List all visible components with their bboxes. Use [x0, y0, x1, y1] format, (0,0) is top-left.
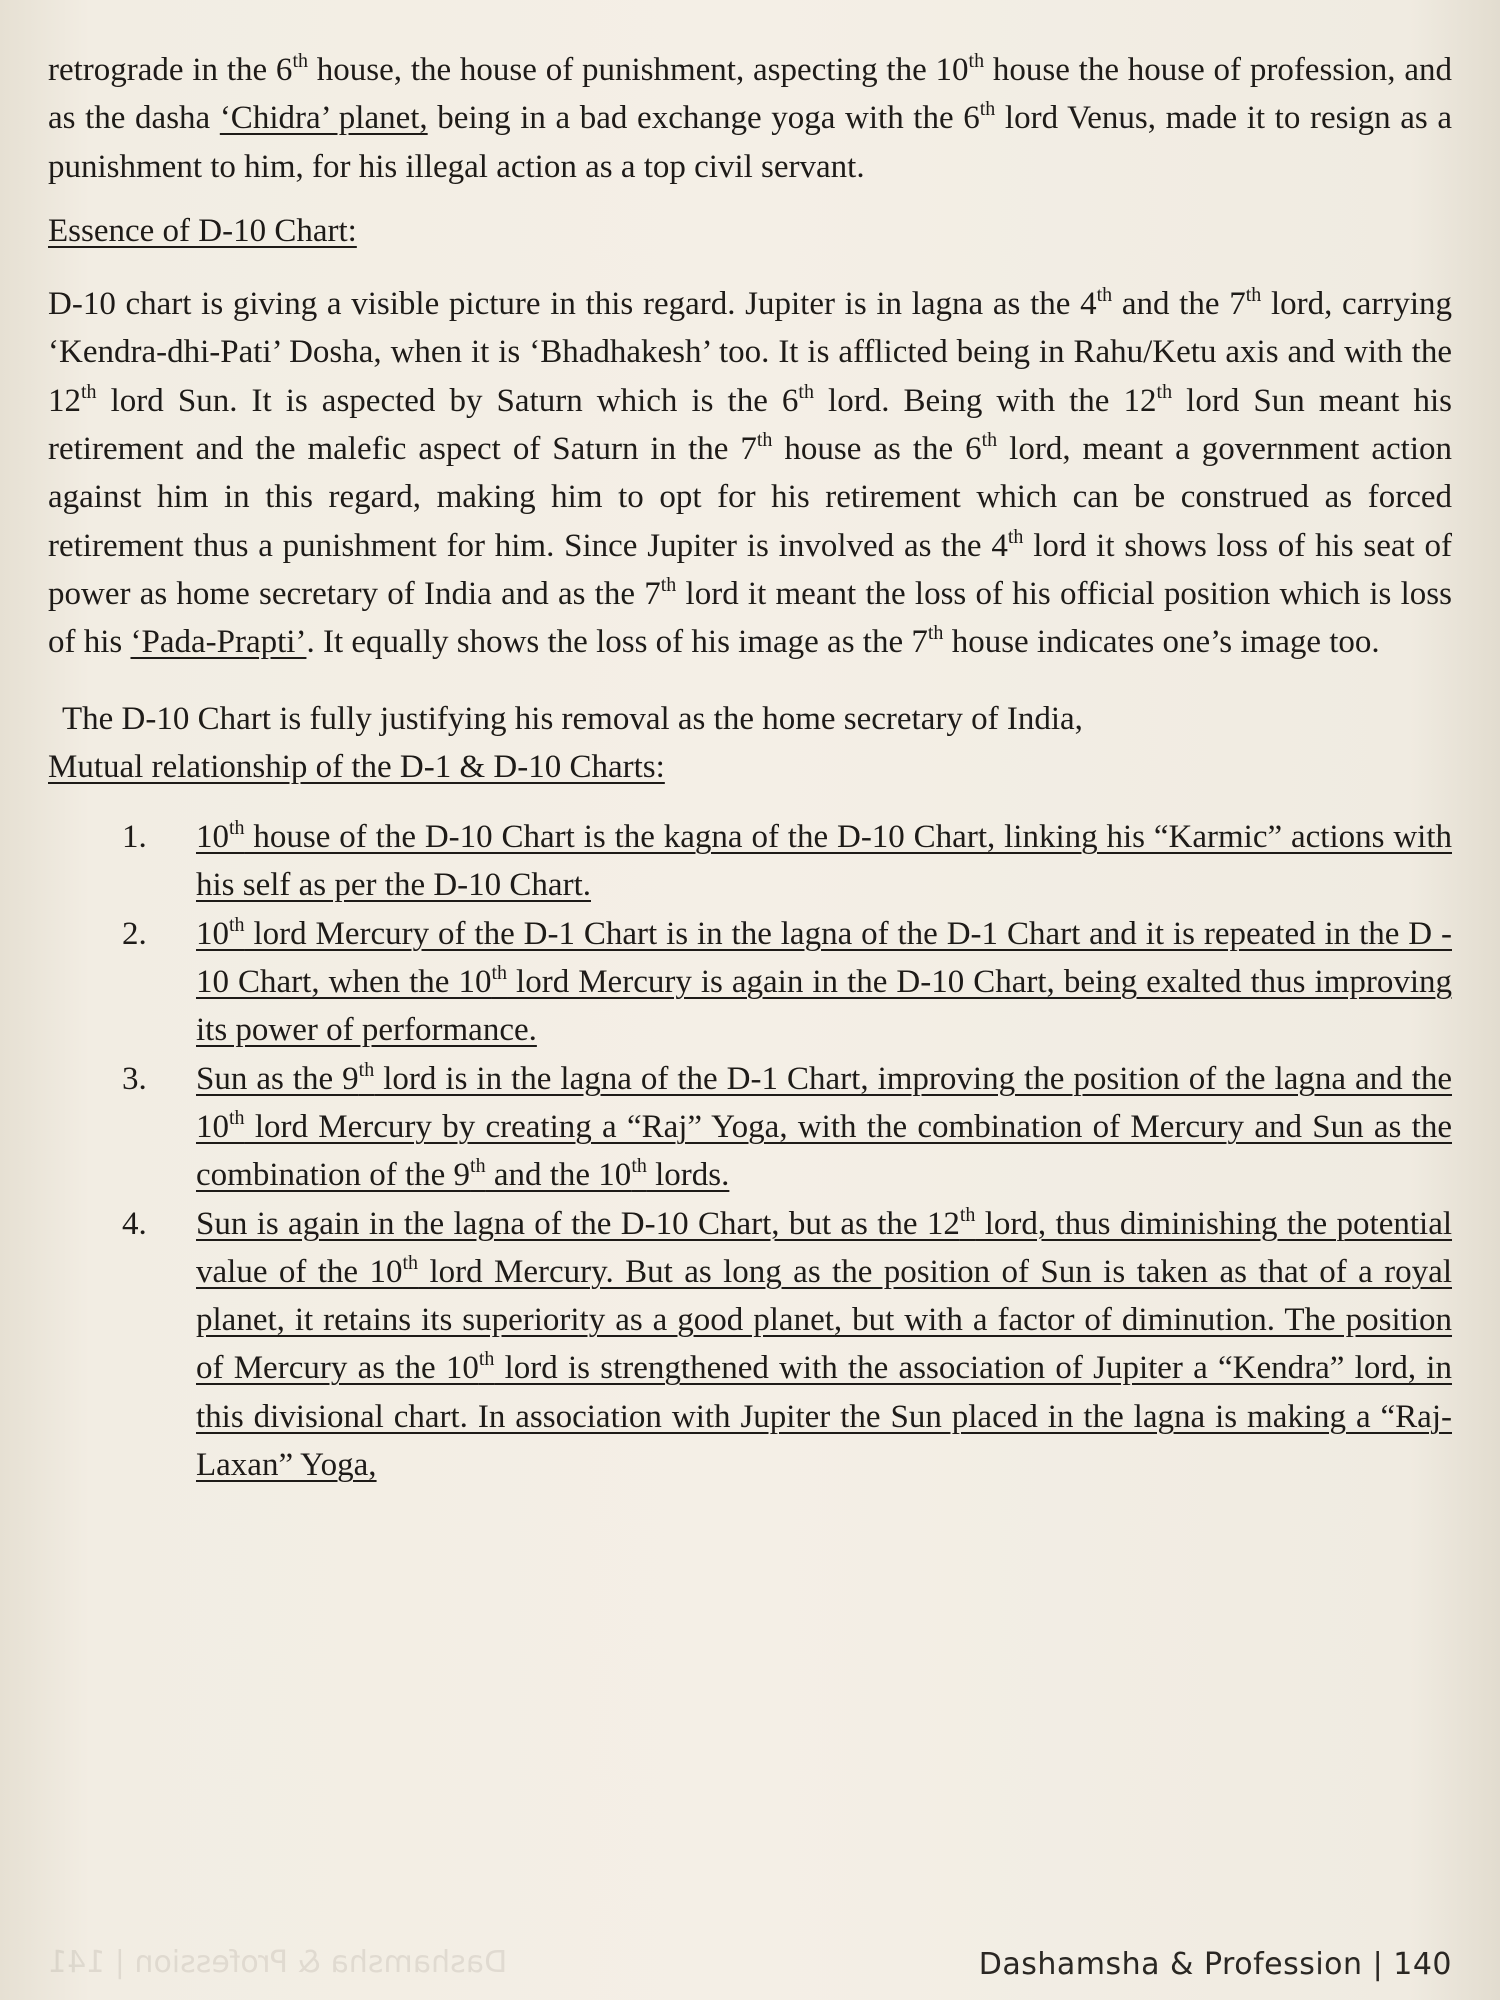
sup-th: th: [798, 380, 814, 403]
list-text: 10th house of the D-10 Chart is the kagna of the D-10 Chart, linking his “Karmic” actions with his self as per the D-10 Chart.: [196, 817, 1452, 904]
sup-th: th: [470, 1155, 486, 1178]
list-number: 2.: [122, 915, 147, 952]
summary-line: The D-10 Chart is fully justifying his removal as the home secretary of India,: [62, 700, 1083, 737]
p2-f: lord Sun meant his retirement and the malefic aspect of Saturn in the 7: [48, 382, 1452, 468]
sup-th: th: [756, 429, 773, 452]
p2-j: lord it meant the loss of his official position which is loss of his: [48, 575, 1452, 661]
p2-h: lord, meant a government action against him in this regard, making him to opt for his retirement which can be construed as forced retirement thus a punishment for him. Since Jupiter is involved as the 4: [48, 431, 1453, 564]
pada-prapti-term: ‘Pada-Prapti’: [130, 624, 307, 661]
sup-th: th: [968, 50, 985, 72]
list-number: 3.: [122, 1060, 147, 1097]
list-item: [48, 1200, 1452, 1490]
list-item: [48, 813, 1452, 910]
list-item: [48, 1055, 1452, 1200]
heading-mutual-relationship: Mutual relationship of the D-1 & D-10 Charts:: [48, 748, 665, 785]
sup-th: th: [229, 913, 245, 936]
p2-b: and the 7: [1112, 286, 1246, 323]
list-text: Sun as the 9th lord is in the lagna of the D-1 Chart, improving the position of the lagna and the 10th lord Mercury by creating a “Raj” Yoga, with the combination of Mercury and Sun as the combination of the 9th and the 10th lords.: [196, 1058, 1452, 1194]
sup-th: th: [358, 1058, 375, 1081]
sup-th: th: [981, 429, 998, 452]
paragraph-continuation: [48, 46, 1452, 191]
sup-th: th: [1096, 284, 1113, 307]
p2-c: lord, carrying ‘Kendra-dhi-Pati’ Dosha, when it is ‘Bhadhakesh’ too. It is afflicted being in Rahu/Ketu axis and with the 12: [48, 286, 1452, 419]
sup-th: th: [927, 622, 944, 645]
p2-a: D-10 chart is giving a visible picture in this regard. Jupiter is in lagna as the 4: [48, 286, 1097, 323]
paragraph-essence: [48, 280, 1452, 666]
sup-th: th: [959, 1203, 976, 1226]
p1-part-a: retrograde in the 6: [48, 52, 293, 88]
sup-th: th: [229, 817, 245, 840]
sup-th: th: [1007, 525, 1024, 548]
p2-d: lord Sun. It is aspected by Saturn which is the 6: [96, 382, 799, 419]
sup-th: th: [478, 1348, 495, 1371]
p1-part-b: house, the house of punishment, aspecting the 10: [308, 52, 969, 88]
sup-th: th: [402, 1251, 419, 1274]
list-number: 4.: [122, 1205, 147, 1242]
p1-part-d: being in a bad exchange yoga with the 6: [427, 100, 980, 137]
chidra-planet-term: ‘Chidra’ planet,: [219, 100, 428, 137]
sup-th: th: [1245, 284, 1262, 307]
list-text: Sun is again in the lagna of the D-10 Chart, but as the 12th lord, thus diminishing the potential value of the 10th lord Mercury. But as long as the position of Sun is taken as that of a royal planet, it retains its superiority as a good planet, but with a factor of diminution. The position of Mercury as the 10th lord is strengthened with the association of Jupiter a “Kendra” lord, in this divisional chart. In association with Jupiter the Sun placed in the lagna is making a “Raj-Laxan” Yoga,: [196, 1203, 1453, 1484]
p2-l: house indicates one’s image too.: [943, 624, 1380, 661]
bleed-through-footer: Dashamsha & Profession | 141: [48, 1945, 508, 1980]
sup-th: th: [660, 573, 677, 596]
p2-k: . It equally shows the loss of his image as the 7: [306, 624, 928, 661]
sup-th: th: [229, 1106, 245, 1129]
p1-part-c: house the house of profession, and as the dasha: [48, 52, 1452, 137]
numbered-list: [48, 813, 1452, 1489]
sup-th: th: [1156, 380, 1173, 403]
list-number: 1.: [122, 819, 147, 856]
p2-i: lord it shows loss of his seat of power as home secretary of India and as the 7: [48, 527, 1452, 612]
page-footer: Dashamsha & Profession | 140: [978, 1947, 1452, 1982]
sup-th: th: [292, 50, 308, 72]
sup-th: th: [631, 1155, 647, 1178]
page-content: [48, 46, 1452, 1489]
heading-essence: Essence of D-10 Chart:: [48, 212, 357, 249]
sup-th: th: [81, 380, 97, 403]
sup-th: th: [979, 98, 996, 121]
p2-e: lord. Being with the 12: [813, 382, 1157, 419]
p2-g: house as the 6: [772, 431, 982, 468]
list-text: 10th lord Mercury of the D-1 Chart is in the lagna of the D-1 Chart and it is repeated in the D - 10 Chart, when the 10th lord Mercury is again in the D-10 Chart, being exalted thus improving its power of performance.: [196, 913, 1452, 1049]
sup-th: th: [491, 962, 508, 985]
list-item: [48, 910, 1452, 1055]
p1-part-e: lord Venus, made it to resign as a punishment to him, for his illegal action as a top civil servant.: [48, 100, 1452, 185]
